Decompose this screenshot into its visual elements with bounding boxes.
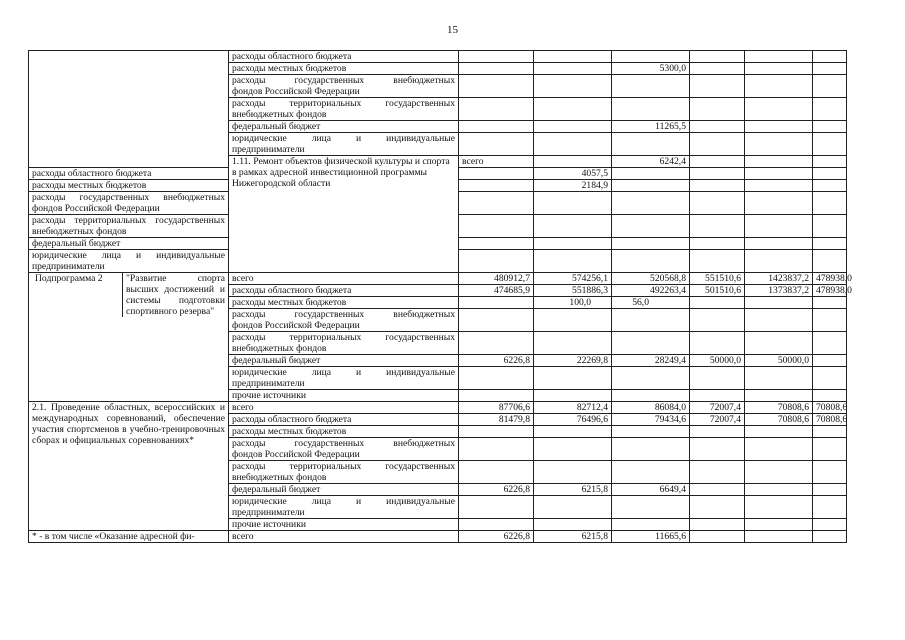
value-cell: 520568,8 (612, 273, 690, 285)
measure-title: * - в том числе «Оказание адресной фи- (29, 531, 229, 543)
value-cell: 70808,6 (745, 402, 813, 414)
value-cell: 6215,8 (534, 531, 612, 543)
value-cell: 22269,8 (534, 355, 612, 367)
row-label: федеральный бюджет (29, 238, 229, 250)
value-cell: 574256,1 (534, 273, 612, 285)
row-label: расходы государственных внебюджетных фондов Российской Федерации (229, 75, 459, 98)
row-label: прочие источники (229, 390, 459, 402)
value-cell: 2184,9 (534, 180, 612, 192)
subprogram-title: "Развитие спорта высших достижений и системы подготовки спортивного резерва" (126, 273, 225, 317)
row-label: федеральный бюджет (229, 484, 459, 496)
row-label: расходы областного бюджета (229, 414, 459, 426)
row-label: расходы областного бюджета (229, 51, 459, 63)
row-label: всего (229, 273, 459, 285)
value-cell: 28249,4 (612, 355, 690, 367)
row-label: расходы государственных внебюджетных фондов Российской Федерации (229, 309, 459, 332)
value-cell: 478938,0 (813, 273, 847, 285)
value-cell: 4057,5 (534, 168, 612, 180)
value-cell: 79434,6 (612, 414, 690, 426)
row-label: расходы территориальных государственных внебюджетных фондов (29, 215, 229, 238)
row-label: юридические лица и индивидуальные предприниматели (229, 496, 459, 519)
subprogram-name: Подпрограмма 2 (29, 273, 123, 317)
value-cell: 81479,8 (459, 414, 534, 426)
row-label: федеральный бюджет (229, 355, 459, 367)
value-cell: 56,0 (612, 297, 690, 309)
value-cell: 6226,8 (459, 484, 534, 496)
row-label: расходы местных бюджетов (229, 426, 459, 438)
value-cell: 70808,6 (745, 414, 813, 426)
value-cell: 6226,8 (459, 355, 534, 367)
row-label: всего (229, 531, 459, 543)
value-cell: 5300,0 (612, 63, 690, 75)
row-label: расходы государственных внебюджетных фондов Российской Федерации (229, 438, 459, 461)
row-label: расходы областного бюджета (29, 168, 229, 180)
value-cell: 70808,6 (813, 414, 847, 426)
row-label: юридические лица и индивидуальные предприниматели (229, 133, 459, 156)
value-cell: 474685,9 (459, 285, 534, 297)
value-cell: 87706,6 (459, 402, 534, 414)
value-cell: 6649,4 (612, 484, 690, 496)
value-cell: 1423837,2 (745, 273, 813, 285)
value-cell: 70808,6 (813, 402, 847, 414)
value-cell: 72007,4 (690, 402, 745, 414)
table-row (29, 402, 847, 414)
value-cell: 551886,3 (534, 285, 612, 297)
value-cell: 11265,5 (612, 121, 690, 133)
row-label: расходы территориальных государственных внебюджетных фондов (229, 332, 459, 355)
row-label: расходы местных бюджетов (29, 180, 229, 192)
value-cell: 100,0 (534, 297, 612, 309)
row-label: всего (229, 402, 459, 414)
row-label: расходы местных бюджетов (229, 297, 459, 309)
value-cell: 72007,4 (690, 414, 745, 426)
table-row (29, 531, 847, 543)
value-cell: 478938,0 (813, 285, 847, 297)
row-label: юридические лица и индивидуальные предприниматели (29, 250, 229, 273)
value-cell: 50000,0 (745, 355, 813, 367)
measure-title: 2.1. Проведение областных, всероссийских и международных соревнований, обеспечение участия спортсменов в учебно-тренировочных сборах и официальных соревнованиях* (29, 402, 229, 531)
value-cell: 480912,7 (459, 273, 534, 285)
value-cell: 492263,4 (612, 285, 690, 297)
value-cell: 6242,4 (612, 156, 690, 168)
value-cell: 551510,6 (690, 273, 745, 285)
value-cell: 6215,8 (534, 484, 612, 496)
program-cell (29, 51, 229, 168)
value-cell: 501510,6 (690, 285, 745, 297)
value-cell: 50000,0 (690, 355, 745, 367)
row-label: расходы территориальных государственных внебюджетных фондов (229, 98, 459, 121)
budget-table (28, 50, 852, 543)
row-label: расходы государственных внебюджетных фондов Российской Федерации (29, 192, 229, 215)
row-label: юридические лица и индивидуальные предприниматели (229, 367, 459, 390)
table-row (29, 273, 847, 285)
table-row (29, 51, 847, 63)
value-cell: 1373837,2 (745, 285, 813, 297)
measure-title: 1.11. Ремонт объектов физической культуры и спорта в рамках адресной инвестиционной программы Нижегородской области (229, 156, 459, 273)
row-label: расходы местных бюджетов (229, 63, 459, 75)
value-cell: 86084,0 (612, 402, 690, 414)
row-label: расходы территориальных государственных внебюджетных фондов (229, 461, 459, 484)
value-cell: 82712,4 (534, 402, 612, 414)
value-cell: 6226,8 (459, 531, 534, 543)
row-label: всего (459, 156, 534, 168)
value-cell: 11665,6 (612, 531, 690, 543)
row-label: федеральный бюджет (229, 121, 459, 133)
value-cell: 76496,6 (534, 414, 612, 426)
subprogram-cell (29, 273, 229, 402)
row-label: расходы областного бюджета (229, 285, 459, 297)
page-number: 15 (447, 24, 458, 36)
row-label: прочие источники (229, 519, 459, 531)
